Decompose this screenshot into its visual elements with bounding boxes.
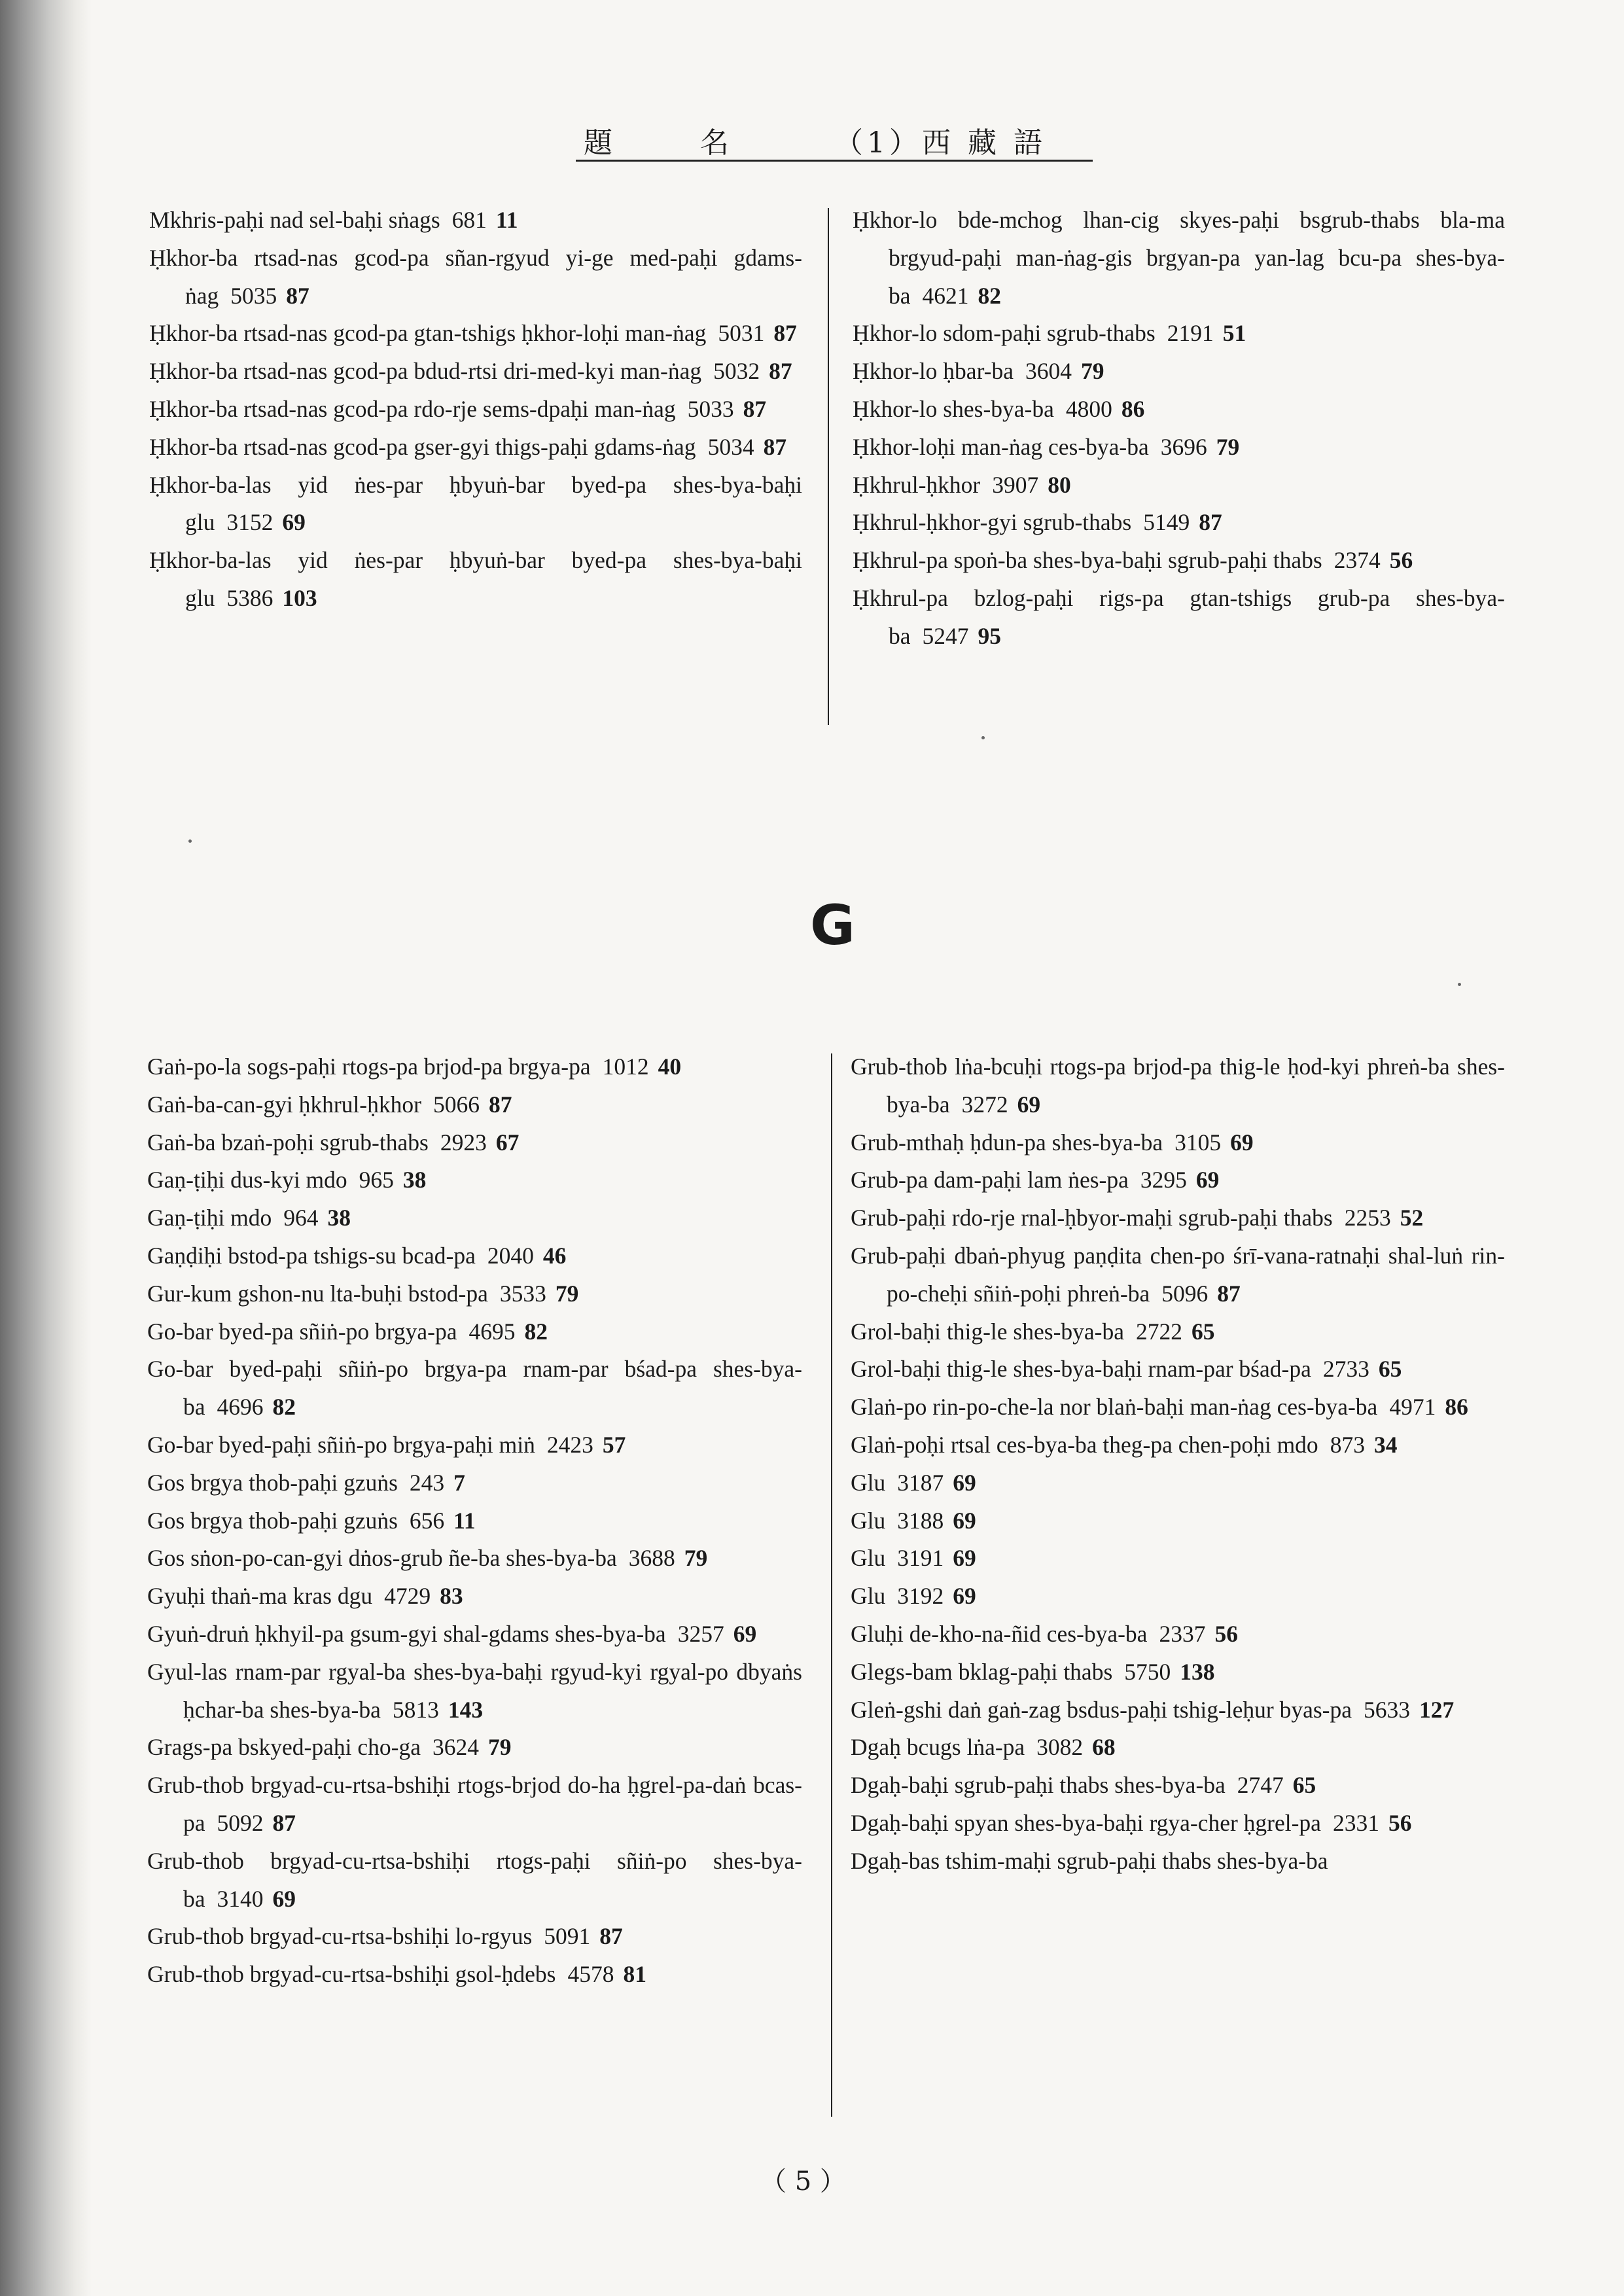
entry-title: Grub-thob brgyad-cu-rtsa-bshiḥi rtogs-brjod do-ha ḥgrel-pa-daṅ bcas-pa — [147, 1772, 802, 1836]
entry-title: Gyuḥi thaṅ-ma kras dgu — [147, 1583, 373, 1610]
index-entry — [147, 1464, 802, 1502]
entry-catalog-number: 5035 — [230, 282, 277, 309]
entry-catalog-number: 3604 — [1025, 358, 1072, 385]
entry-page-number: 38 — [327, 1205, 351, 1231]
entry-catalog-number: 3533 — [499, 1280, 546, 1307]
entry-title: Ḥkhor-ba rtsad-nas gcod-pa sñan-rgyud yi-ge med-paḥi gdams-ṅag — [149, 244, 802, 309]
index-column-top-left — [149, 202, 802, 618]
index-entry — [851, 1616, 1505, 1653]
entry-title: Gos brgya thob-paḥi gzuṅs — [147, 1507, 398, 1534]
entry-catalog-number: 3191 — [897, 1545, 944, 1572]
entry-catalog-number: 4695 — [468, 1318, 516, 1345]
index-column-bottom-right — [851, 1048, 1505, 1881]
index-entry — [147, 1124, 802, 1162]
entry-catalog-number: 4729 — [384, 1583, 431, 1610]
index-entry — [853, 467, 1505, 504]
entry-catalog-number: 5750 — [1124, 1658, 1171, 1685]
entry-page-number: 69 — [953, 1545, 976, 1572]
entry-title: Ḥkhor-lo bde-mchog lhan-cig skyes-paḥi bsgrub-thabs bla-ma brgyud-paḥi man-ṅag-gis brgyan-pa yan-lag bcu-pa shes-bya-ba — [853, 207, 1505, 309]
scan-speck — [981, 736, 985, 739]
index-entry — [853, 202, 1505, 315]
index-entry — [149, 202, 802, 239]
index-column-bottom-left — [147, 1048, 802, 1994]
entry-page-number: 46 — [542, 1242, 567, 1269]
entry-page-number: 87 — [286, 282, 309, 309]
entry-title: Grub-thob lṅa-bcuḥi rtogs-pa brjod-pa thig-le ḥod-kyi phreṅ-ba shes-bya-ba — [851, 1053, 1505, 1118]
entry-title: Grub-thob brgyad-cu-rtsa-bshiḥi rtogs-paḥi sñiṅ-po shes-bya-ba — [147, 1847, 802, 1912]
index-entry — [147, 1048, 802, 1086]
entry-catalog-number: 965 — [359, 1167, 394, 1193]
entry-title: Grub-mthaḥ ḥdun-pa shes-bya-ba — [851, 1129, 1163, 1156]
entry-title: Ḥkhrul-pa spoṅ-ba shes-bya-baḥi sgrub-paḥi thabs — [853, 547, 1322, 574]
entry-title: Glu — [851, 1507, 886, 1534]
entry-catalog-number: 873 — [1330, 1431, 1365, 1458]
entry-page-number: 7 — [453, 1469, 465, 1496]
entry-title: Gaṅ-ba bzaṅ-poḥi sgrub-thabs — [147, 1129, 429, 1156]
entry-catalog-number: 5096 — [1161, 1280, 1209, 1307]
index-entry — [149, 315, 802, 353]
entry-title: Gyul-las rnam-par rgyal-ba shes-bya-baḥi rgyud-kyi rgyal-po dbyaṅs ḥchar-ba shes-bya-ba — [147, 1658, 802, 1723]
entry-catalog-number: 681 — [451, 207, 487, 233]
entry-catalog-number: 3696 — [1160, 433, 1207, 460]
index-entry — [851, 1388, 1505, 1426]
index-entry — [853, 353, 1505, 391]
entry-catalog-number: 3688 — [628, 1545, 675, 1572]
entry-title: Ḥkhor-ba rtsad-nas gcod-pa gser-gyi thigs-paḥi gdams-ṅag — [149, 433, 696, 460]
entry-page-number: 86 — [1445, 1394, 1468, 1421]
entry-title: Glu — [851, 1545, 886, 1572]
entry-catalog-number: 5633 — [1364, 1696, 1411, 1723]
scan-shadow — [0, 0, 92, 2296]
entry-title: Ḥkhor-ba-las yid ṅes-par ḥbyuṅ-bar byed-pa shes-bya-baḥi glu — [149, 547, 802, 611]
index-entry — [149, 391, 802, 429]
entry-title: Grub-paḥi rdo-rje rnal-ḥbyor-maḥi sgrub-paḥi thabs — [851, 1205, 1333, 1231]
entry-title: Glu — [851, 1583, 886, 1610]
index-entry — [149, 239, 802, 315]
header-title-1: 題 — [584, 126, 616, 160]
index-entry — [851, 1351, 1505, 1388]
entry-title: Dgaḥ-baḥi spyan shes-bya-baḥi rgya-cher ḥgrel-pa — [851, 1809, 1321, 1836]
index-entry — [853, 429, 1505, 467]
entry-page-number: 143 — [448, 1696, 484, 1723]
index-entry — [149, 542, 802, 618]
index-entry — [851, 1767, 1505, 1805]
entry-catalog-number: 3624 — [432, 1734, 479, 1761]
entry-title: Grub-thob brgyad-cu-rtsa-bshiḥi gsol-ḥdebs — [147, 1961, 556, 1988]
entry-catalog-number: 3295 — [1140, 1167, 1187, 1193]
entry-page-number: 34 — [1373, 1431, 1398, 1458]
index-entry — [147, 1616, 802, 1653]
header-title-2: 名 — [700, 126, 733, 160]
entry-catalog-number: 2337 — [1159, 1620, 1206, 1647]
index-entry — [851, 1237, 1505, 1313]
entry-page-number: 52 — [1400, 1205, 1424, 1231]
entry-page-number: 65 — [1292, 1772, 1316, 1799]
entry-page-number: 80 — [1048, 471, 1071, 498]
entry-page-number: 86 — [1121, 395, 1145, 422]
column-divider-bottom — [831, 1053, 832, 2117]
entry-catalog-number: 4971 — [1389, 1394, 1436, 1421]
entry-catalog-number: 1012 — [602, 1053, 649, 1080]
index-entry — [853, 580, 1505, 656]
index-entry — [853, 391, 1505, 429]
entry-title: Gaṅ-po-la sogs-paḥi rtogs-pa brjod-pa brgya-pa — [147, 1053, 591, 1080]
index-entry — [851, 1691, 1505, 1729]
index-entry — [851, 1578, 1505, 1616]
entry-page-number: 95 — [978, 622, 1002, 649]
index-entry — [851, 1540, 1505, 1578]
entry-catalog-number: 2191 — [1167, 320, 1214, 347]
index-entry — [147, 1956, 802, 1994]
entry-catalog-number: 3272 — [961, 1091, 1008, 1118]
entry-title: Gaṇḍiḥi bstod-pa tshigs-su bcad-pa — [147, 1242, 476, 1269]
entry-title: Gaṇ-ṭiḥi mdo — [147, 1205, 272, 1231]
entry-catalog-number: 4621 — [922, 282, 969, 309]
entry-catalog-number: 5247 — [922, 622, 969, 649]
column-divider-top — [828, 208, 829, 725]
entry-page-number: 69 — [953, 1583, 976, 1610]
index-entry — [147, 1729, 802, 1767]
entry-title: Ḥkhrul-ḥkhor — [853, 471, 981, 498]
entry-page-number: 69 — [272, 1885, 296, 1912]
entry-catalog-number: 4800 — [1065, 395, 1112, 422]
entry-catalog-number: 3152 — [226, 509, 274, 536]
scan-speck — [188, 839, 192, 843]
entry-page-number: 65 — [1378, 1356, 1402, 1383]
entry-page-number: 11 — [495, 207, 518, 233]
index-entry — [147, 1653, 802, 1729]
entry-title: Ḥkhor-loḥi man-ṅag ces-bya-ba — [853, 433, 1149, 460]
entry-catalog-number: 3188 — [897, 1507, 944, 1534]
index-entry — [149, 353, 802, 391]
entry-title: Go-bar byed-paḥi sñiṅ-po brgya-pa rnam-par bśad-pa shes-bya-ba — [147, 1356, 802, 1421]
index-entry — [853, 542, 1505, 580]
entry-catalog-number: 3140 — [217, 1885, 264, 1912]
entry-catalog-number: 3192 — [897, 1583, 944, 1610]
entry-title: Ḥkhor-lo ḥbar-ba — [853, 358, 1014, 385]
entry-title: Gos sṅon-po-can-gyi dṅos-grub ñe-ba shes-bya-ba — [147, 1545, 617, 1572]
entry-page-number: 87 — [1199, 509, 1222, 536]
index-entry — [147, 1578, 802, 1616]
entry-title: Gyuṅ-druṅ ḥkhyil-pa gsum-gyi shal-gdams shes-bya-ba — [147, 1620, 666, 1647]
index-entry — [851, 1124, 1505, 1162]
entry-title: Grub-pa dam-paḥi lam ṅes-pa — [851, 1167, 1129, 1193]
index-entry — [147, 1351, 802, 1426]
entry-page-number: 87 — [599, 1923, 623, 1950]
entry-page-number: 87 — [773, 320, 797, 347]
entry-catalog-number: 5813 — [392, 1696, 439, 1723]
entry-catalog-number: 3105 — [1174, 1129, 1222, 1156]
entry-title: Grags-pa bskyed-paḥi cho-ga — [147, 1734, 421, 1761]
entry-title: Go-bar byed-paḥi sñiṅ-po brgya-paḥi miṅ — [147, 1431, 535, 1458]
index-entry — [147, 1086, 802, 1124]
index-entry — [853, 504, 1505, 542]
entry-catalog-number: 5386 — [226, 584, 274, 611]
entry-catalog-number: 2733 — [1322, 1356, 1369, 1383]
entry-catalog-number: 2253 — [1344, 1205, 1391, 1231]
index-entry — [147, 1540, 802, 1578]
entry-catalog-number: 2722 — [1135, 1318, 1182, 1345]
index-entry — [851, 1464, 1505, 1502]
entry-page-number: 79 — [555, 1280, 579, 1307]
entry-page-number: 82 — [272, 1394, 296, 1421]
entry-page-number: 40 — [658, 1053, 682, 1080]
index-entry — [853, 315, 1505, 353]
index-entry — [851, 1729, 1505, 1767]
entry-title: Glegs-bam bklag-paḥi thabs — [851, 1658, 1113, 1685]
entry-title: Dgaḥ bcugs lṅa-pa — [851, 1734, 1025, 1761]
entry-title: Ḥkhor-ba rtsad-nas gcod-pa rdo-rje sems-dpaḥi man-ṅag — [149, 395, 676, 422]
entry-title: Ḥkhor-lo sdom-paḥi sgrub-thabs — [853, 320, 1156, 347]
entry-title: Gur-kum gshon-nu lta-buḥi bstod-pa — [147, 1280, 488, 1307]
entry-title: Grub-paḥi dbaṅ-phyug paṇḍita chen-po śrī-vana-ratnaḥi shal-luṅ rin-po-cheḥi sñiṅ-poḥi phreṅ-ba — [851, 1242, 1505, 1307]
entry-page-number: 57 — [602, 1431, 626, 1458]
entry-page-number: 127 — [1419, 1696, 1455, 1723]
entry-catalog-number: 5066 — [432, 1091, 480, 1118]
entry-title: Glu — [851, 1469, 886, 1496]
entry-page-number: 69 — [733, 1620, 757, 1647]
index-entry — [851, 1843, 1505, 1881]
entry-title: Grol-baḥi thig-le shes-bya-ba — [851, 1318, 1124, 1345]
entry-catalog-number: 2747 — [1237, 1772, 1284, 1799]
entry-catalog-number: 243 — [409, 1469, 445, 1496]
entry-page-number: 69 — [1230, 1129, 1254, 1156]
entry-title: Ḥkhrul-pa bzlog-paḥi rigs-pa gtan-tshigs grub-pa shes-bya-ba — [853, 584, 1505, 649]
index-entry — [851, 1161, 1505, 1199]
entry-page-number: 69 — [953, 1507, 976, 1534]
entry-page-number: 68 — [1092, 1734, 1116, 1761]
entry-page-number: 69 — [1017, 1091, 1041, 1118]
entry-title: Glaṅ-poḥi rtsal ces-bya-ba theg-pa chen-poḥi mdo — [851, 1431, 1318, 1458]
entry-catalog-number: 5091 — [544, 1923, 591, 1950]
entry-page-number: 87 — [272, 1809, 296, 1836]
entry-catalog-number: 3907 — [992, 471, 1039, 498]
entry-page-number: 83 — [440, 1583, 463, 1610]
entry-page-number: 69 — [1195, 1167, 1220, 1193]
entry-title: Dgaḥ-bas tshim-maḥi sgrub-paḥi thabs shes-bya-ba — [851, 1847, 1328, 1874]
entry-catalog-number: 3257 — [677, 1620, 724, 1647]
entry-page-number: 138 — [1180, 1658, 1215, 1685]
index-entry — [851, 1048, 1505, 1124]
entry-catalog-number: 656 — [409, 1507, 445, 1534]
entry-catalog-number: 2423 — [546, 1431, 593, 1458]
entry-page-number: 67 — [495, 1129, 520, 1156]
entry-title: Gaṇ-ṭiḥi dus-kyi mdo — [147, 1167, 347, 1193]
entry-page-number: 79 — [487, 1734, 512, 1761]
entry-page-number: 56 — [1388, 1809, 1412, 1836]
header-section: （1）西 藏 語 — [834, 126, 1046, 160]
entry-page-number: 82 — [978, 282, 1002, 309]
index-entry — [851, 1313, 1505, 1351]
entry-title: Dgaḥ-baḥi sgrub-paḥi thabs shes-bya-ba — [851, 1772, 1226, 1799]
scan-speck — [1458, 983, 1461, 986]
entry-page-number: 69 — [953, 1469, 976, 1496]
entry-catalog-number: 5034 — [707, 433, 754, 460]
entry-page-number: 51 — [1222, 320, 1246, 347]
entry-page-number: 87 — [743, 395, 767, 422]
entry-page-number: 87 — [488, 1091, 512, 1118]
entry-title: Ḥkhor-ba rtsad-nas gcod-pa bdud-rtsi dri-med-kyi man-ṅag — [149, 358, 702, 385]
index-entry — [147, 1502, 802, 1540]
index-entry — [147, 1426, 802, 1464]
entry-title: Ḥkhor-ba-las yid ṅes-par ḥbyuṅ-bar byed-pa shes-bya-baḥi glu — [149, 471, 802, 536]
entry-page-number: 87 — [1217, 1280, 1241, 1307]
index-entry — [147, 1237, 802, 1275]
entry-page-number: 79 — [684, 1545, 708, 1572]
index-entry — [851, 1426, 1505, 1464]
entry-catalog-number: 4578 — [567, 1961, 614, 1988]
entry-title: Grol-baḥi thig-le shes-bya-baḥi rnam-par bśad-pa — [851, 1356, 1311, 1383]
entry-page-number: 87 — [763, 433, 787, 460]
entry-title: Glaṅ-po rin-po-che-la nor blaṅ-baḥi man-ṅag ces-bya-ba — [851, 1394, 1378, 1421]
entry-catalog-number: 5033 — [687, 395, 734, 422]
entry-title: Gleṅ-gshi daṅ gaṅ-zag bsdus-paḥi tshig-leḥur byas-pa — [851, 1696, 1352, 1723]
index-entry — [147, 1161, 802, 1199]
entry-title: Gaṅ-ba-can-gyi ḥkhrul-ḥkhor — [147, 1091, 421, 1118]
entry-catalog-number: 2374 — [1333, 547, 1381, 574]
entry-catalog-number: 5149 — [1143, 509, 1190, 536]
entry-title: Grub-thob brgyad-cu-rtsa-bshiḥi lo-rgyus — [147, 1923, 533, 1950]
entry-catalog-number: 2040 — [487, 1242, 534, 1269]
entry-page-number: 81 — [623, 1961, 646, 1988]
entry-page-number: 11 — [453, 1507, 476, 1534]
index-column-top-right — [853, 202, 1505, 656]
entry-title: Gluḥi de-kho-na-ñid ces-bya-ba — [851, 1620, 1148, 1647]
entry-page-number: 69 — [282, 509, 306, 536]
index-entry — [147, 1767, 802, 1843]
index-entry — [147, 1918, 802, 1956]
entry-catalog-number: 2331 — [1332, 1809, 1379, 1836]
index-entry — [147, 1313, 802, 1351]
entry-page-number: 103 — [282, 584, 317, 611]
index-entry — [149, 429, 802, 467]
entry-title: Gos brgya thob-paḥi gzuṅs — [147, 1469, 398, 1496]
index-entry — [851, 1805, 1505, 1843]
entry-catalog-number: 3082 — [1036, 1734, 1084, 1761]
entry-page-number: 79 — [1216, 433, 1240, 460]
entry-catalog-number: 2923 — [440, 1129, 487, 1156]
page-header — [576, 116, 1093, 162]
entry-catalog-number: 5032 — [713, 358, 760, 385]
entry-page-number: 38 — [402, 1167, 427, 1193]
index-entry — [147, 1275, 802, 1313]
entry-page-number: 56 — [1214, 1620, 1238, 1647]
entry-page-number: 82 — [524, 1318, 548, 1345]
section-letter: G — [810, 893, 855, 957]
entry-page-number: 79 — [1081, 358, 1104, 385]
entry-page-number: 87 — [769, 358, 792, 385]
entry-catalog-number: 5092 — [217, 1809, 264, 1836]
index-entry — [851, 1653, 1505, 1691]
entry-catalog-number: 4696 — [217, 1394, 264, 1421]
entry-title: Go-bar byed-pa sñiṅ-po brgya-pa — [147, 1318, 457, 1345]
entry-title: Ḥkhor-lo shes-bya-ba — [853, 395, 1054, 422]
entry-catalog-number: 3187 — [897, 1469, 944, 1496]
index-entry — [147, 1843, 802, 1918]
entry-title: Ḥkhor-ba rtsad-nas gcod-pa gtan-tshigs ḥkhor-loḥi man-ṅag — [149, 320, 707, 347]
entry-title: Mkhris-paḥi nad sel-baḥi sṅags — [149, 207, 440, 233]
entry-catalog-number: 964 — [283, 1205, 319, 1231]
entry-title: Ḥkhrul-ḥkhor-gyi sgrub-thabs — [853, 509, 1132, 536]
index-entry — [147, 1199, 802, 1237]
entry-page-number: 65 — [1191, 1318, 1215, 1345]
index-entry — [851, 1199, 1505, 1237]
entry-page-number: 56 — [1389, 547, 1413, 574]
entry-catalog-number: 5031 — [718, 320, 765, 347]
page-number: （ 5 ） — [760, 2166, 846, 2197]
index-entry — [149, 467, 802, 542]
index-entry — [851, 1502, 1505, 1540]
